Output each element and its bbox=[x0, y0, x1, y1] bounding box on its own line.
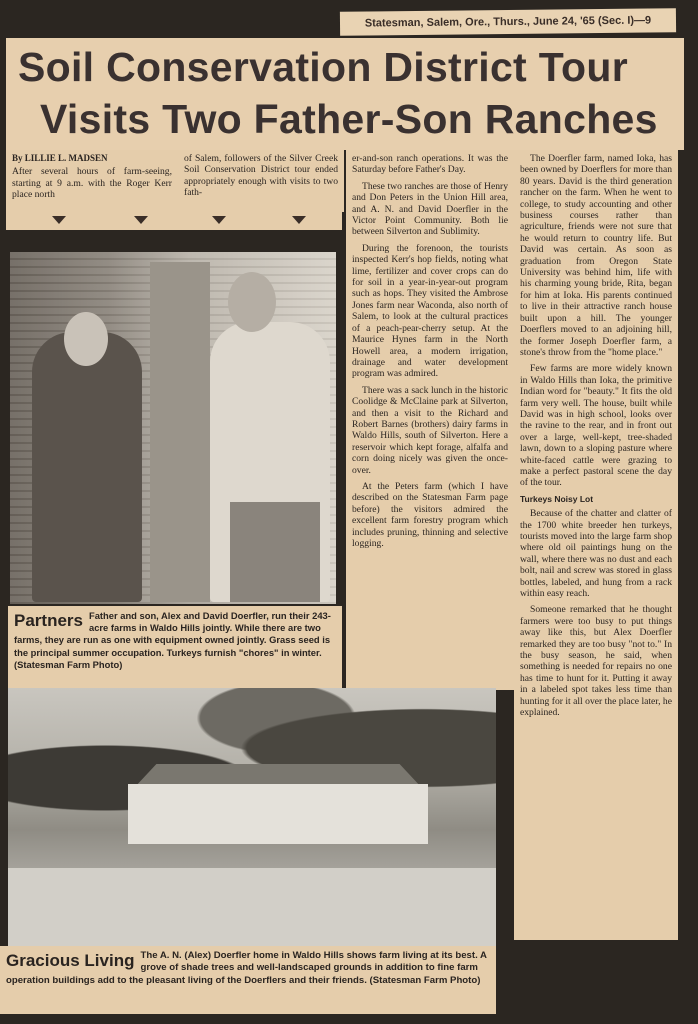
byline: By LILLIE L. MADSEN bbox=[12, 153, 108, 163]
paragraph: Few farms are more widely known in Waldo Hills than Ioka, the primitive Indian word for "beauty." It fits the old farm very well. The house, built while David was in high school, looks over the ravine to the rear, and in front out over a large, well-kept, tree-shaded lawn, down to a sloping pasture where white-faced cattle were grazing to make a perfect pastoral scene the day of the tour. bbox=[520, 363, 672, 489]
headline bbox=[6, 38, 684, 150]
column-1-text: After several hours of farm-seeing, starting at 9 a.m. with the Roger Kerr place north bbox=[12, 166, 172, 201]
caption-gracious-living bbox=[0, 946, 496, 1014]
lawn bbox=[8, 868, 496, 946]
paragraph: At the Peters farm (which I have described on the Statesman Farm page before) the visitors admired the excellent farm forestry program which includes pruning, thinning and selective logging. bbox=[352, 480, 508, 549]
caption-partners bbox=[8, 606, 342, 700]
column-2-text: of Salem, followers of the Silver Creek Soil Conservation District tour ended appropriately enough with visits to two fath- bbox=[184, 153, 338, 199]
photo-partners bbox=[10, 252, 336, 604]
down-arrow-icon bbox=[134, 216, 148, 224]
photo-home bbox=[8, 688, 496, 946]
paragraph: There was a sack lunch in the historic Coolidge & McClaine park at Silverton, and then a visit to the Richard and Robert Barnes (brothers) dairy farms in Waldo Hills, south of Silverton. Here a reservoir which kept forage, alfalfa and corn doing nicely was given the once-over. bbox=[352, 384, 508, 476]
ranch-house bbox=[128, 784, 428, 844]
paragraph: During the forenoon, the tourists inspected Kerr's hop fields, noting what lime, fertilizer and cover crops can do for soil in a year-in-year-out program such as hops. They visited the Ambrose Jones farm near Waconda, also north of Salem, to look at the cultural practices of a peach-pear-cherry setup. At the Maurice Hynes farm in the North Howell area, a modern irrigation, drainage and water development program was admired. bbox=[352, 242, 508, 380]
column-3 bbox=[346, 150, 514, 690]
caption-text: Father and son, Alex and David Doerfler, run their 243-acre farms in Waldo Hills jointly. While there are two farms, they are run as one with equipment owned jointly. Grass seed is the principal summer occupation. Turkeys furnish "chores" in winter. (Statesman Farm Photo) bbox=[14, 610, 331, 670]
column-1 bbox=[6, 150, 178, 212]
headline-line-2: Visits Two Father-Son Ranches bbox=[40, 96, 658, 142]
subhead: Turkeys Noisy Lot bbox=[520, 493, 594, 504]
column-2 bbox=[178, 150, 344, 212]
paragraph: Someone remarked that he thought farmers were too busy to put things away like this, but Alex Doerfler remarked they are too busy "not to." In the busy season, he said, when something is needed for repairs no one has time to hunt for it. Putting it away in a labeled spot takes less time than hunting for it all over the place later, he explained. bbox=[520, 604, 672, 719]
headline-line-1: Soil Conservation District Tour bbox=[18, 44, 628, 90]
dateline: Statesman, Salem, Ore., Thurs., June 24, '65 (Sec. I)—9 bbox=[340, 8, 676, 36]
down-arrow-icon bbox=[212, 216, 226, 224]
caption-kicker: Gracious Living bbox=[6, 951, 135, 970]
paragraph: These two ranches are those of Henry and Don Peters in the Union Hill area, and A. N. and David Doerfler in the Victor Point Community. Both lie between Silverton and Sublimity. bbox=[352, 180, 508, 238]
column-4 bbox=[514, 150, 678, 940]
door-frame bbox=[150, 262, 210, 602]
down-arrow-icon bbox=[52, 216, 66, 224]
paragraph: Because of the chatter and clatter of the 1700 white breeder hen turkeys, tourists moved into the large farm shop where old oil paintings hung on the wall, where there was no dust and each bolt, nail and screw was stored in glass bottles, labeled, and hung from a rack within easy reach. bbox=[520, 508, 672, 600]
arrows-row bbox=[6, 212, 342, 230]
father-figure bbox=[32, 332, 142, 602]
son-figure bbox=[210, 322, 330, 602]
paragraph: er-and-son ranch operations. It was the Saturday before Father's Day. bbox=[352, 153, 508, 176]
paragraph: The Doerfler farm, named Ioka, has been owned by Doerflers for more than 80 years. David is the third generation rancher on the farm. When he went to college, to study accounting and other business courses rather than agriculture, friends were not sure that he would return to country life. But David was certain. As soon as graduation from Oregon State University was behind him, life with his charming young bride, Rita, began for him at Ioka. His parents continued to live in their attractive ranch house built upon a hill. The younger Doerflers moved to an adjoining hill, the former Joseph Doerfler farm, a stone's throw from the "home place." bbox=[520, 153, 672, 358]
caption-kicker: Partners bbox=[14, 611, 83, 630]
down-arrow-icon bbox=[292, 216, 306, 224]
caption-text: The A. N. (Alex) Doerfler home in Waldo Hills shows farm living at its best. A grove of shade trees and well-landscaped grounds in addition to fine farm operation buildings add to the pleasant living of the Doerflers and their friends. (Statesman Farm Photo) bbox=[6, 950, 487, 986]
